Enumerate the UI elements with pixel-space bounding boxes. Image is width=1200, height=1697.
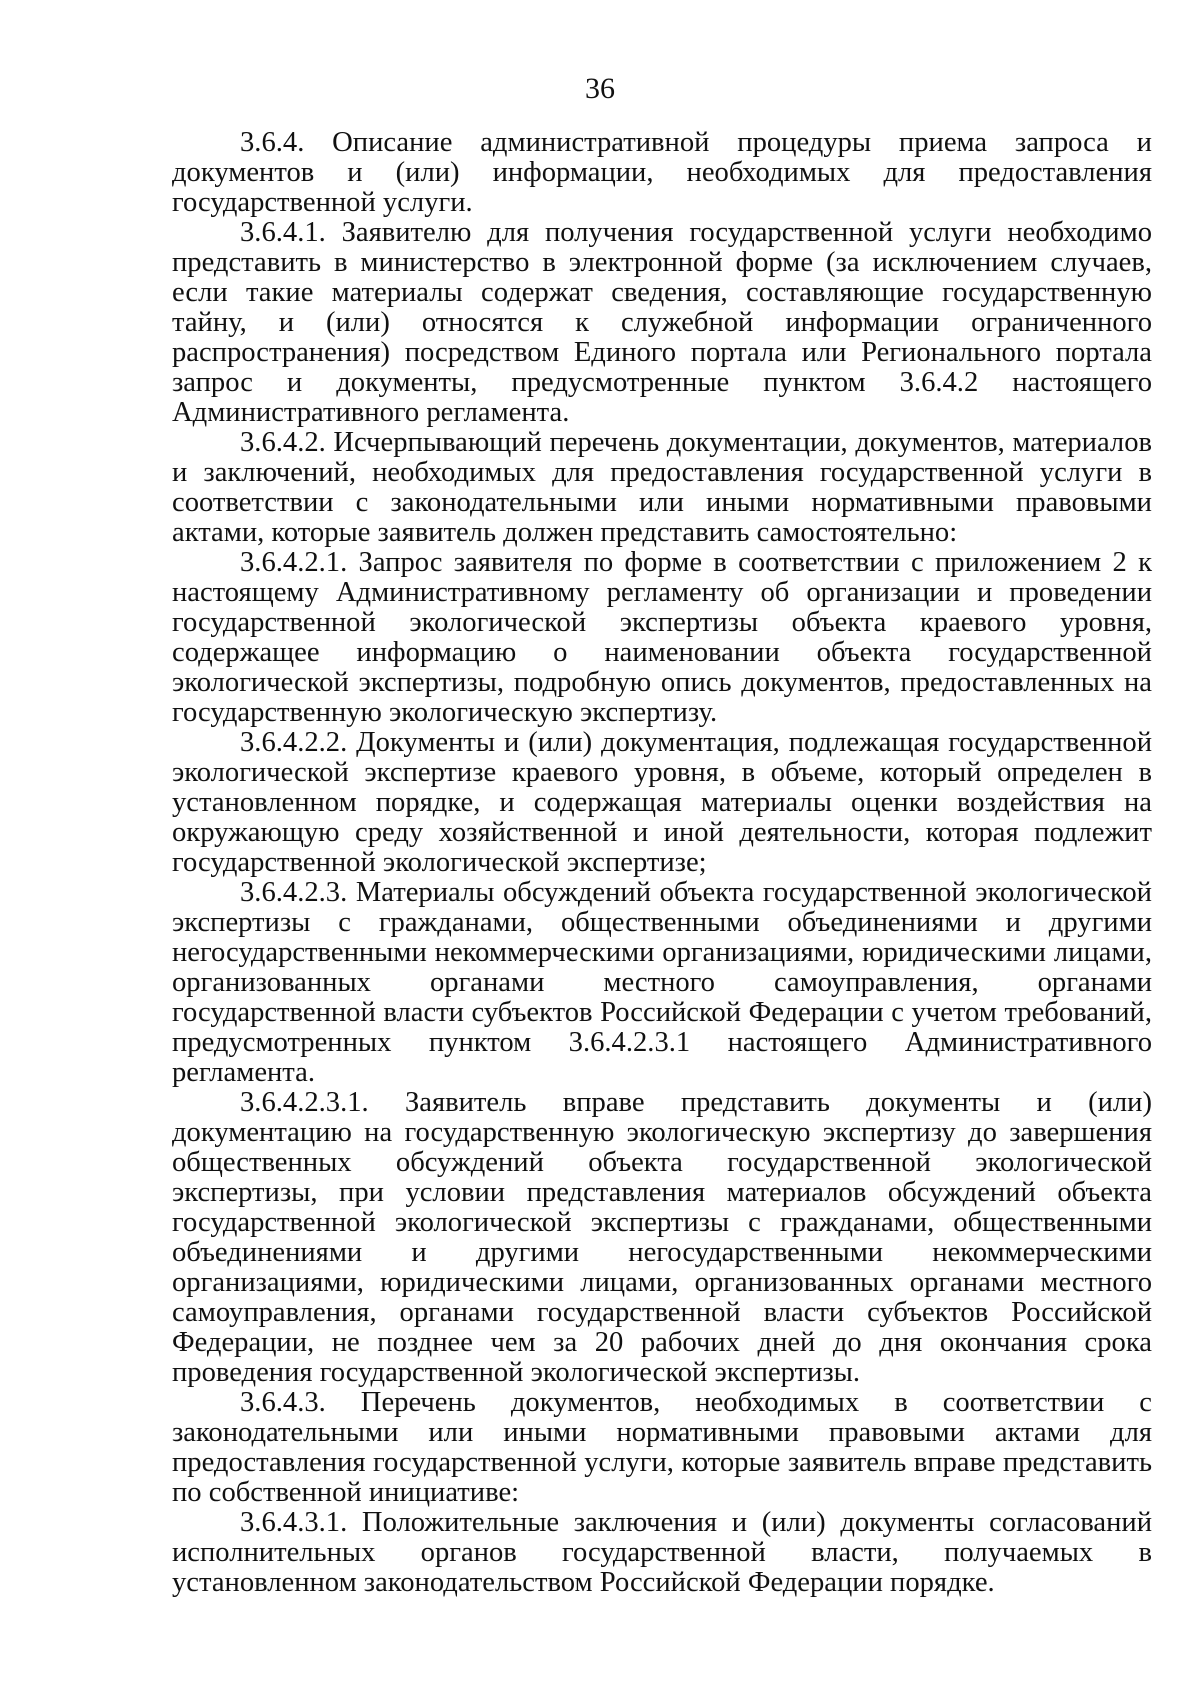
page-number: 36 bbox=[585, 72, 615, 105]
paragraph-3-6-4-2: 3.6.4.2. Исчерпывающий перечень документации, документов, материалов и заключений, необходимых для предоставления государственной услуги в соответствии с законодательными или иными нормативными правовыми актами, которые заявитель должен представить самостоятельно: bbox=[172, 427, 1152, 548]
document-body bbox=[172, 128, 1152, 1598]
paragraph-3-6-4-3-1: 3.6.4.3.1. Положительные заключения и (или) документы согласований исполнительных органов государственной власти, получаемых в установленном законодательством Российской Федерации порядке. bbox=[172, 1507, 1152, 1598]
paragraph-3-6-4-2-1: 3.6.4.2.1. Запрос заявителя по форме в соответствии с приложением 2 к настоящему Административному регламенту об организации и проведении государственной экологической экспертизы объекта краевого уровня, содержащее информацию о наименовании объекта государственной экологической экспертизы, подробную опись документов, предоставленных на государственную экологическую экспертизу. bbox=[172, 547, 1152, 728]
paragraph-3-6-4: 3.6.4. Описание административной процедуры приема запроса и документов и (или) информации, необходимых для предоставления государственной услуги. bbox=[172, 127, 1152, 218]
paragraph-3-6-4-2-3-1: 3.6.4.2.3.1. Заявитель вправе представить документы и (или) документацию на государственную экологическую экспертизу до завершения общественных обсуждений объекта государственной экологической экспертизы, при условии представления материалов обсуждений объекта государственной экологической экспертизы с гражданами, общественными объединениями и другими негосударственными некоммерческими организациями, юридическими лицами, организованных органами местного самоуправления, органами государственной власти субъектов Российской Федерации, не позднее чем за 20 рабочих дней до дня окончания срока проведения государственной экологической экспертизы. bbox=[172, 1087, 1152, 1388]
paragraph-3-6-4-1: 3.6.4.1. Заявителю для получения государственной услуги необходимо представить в министерство в электронной форме (за исключением случаев, если такие материалы содержат сведения, составляющие государственную тайну, и (или) относятся к служебной информации ограниченного распространения) посредством Единого портала или Регионального портала запрос и документы, предусмотренные пунктом 3.6.4.2 настоящего Административного регламента. bbox=[172, 217, 1152, 428]
paragraph-3-6-4-2-3: 3.6.4.2.3. Материалы обсуждений объекта государственной экологической экспертизы с гражданами, общественными объединениями и другими негосударственными некоммерческими организациями, юридическими лицами, организованных органами местного самоуправления, органами государственной власти субъектов Российской Федерации с учетом требований, предусмотренных пунктом 3.6.4.2.3.1 настоящего Административного регламента. bbox=[172, 877, 1152, 1088]
paragraph-3-6-4-2-2: 3.6.4.2.2. Документы и (или) документация, подлежащая государственной экологической экспертизе краевого уровня, в объеме, который определен в установленном порядке, и содержащая материалы оценки воздействия на окружающую среду хозяйственной и иной деятельности, которая подлежит государственной экологической экспертизе; bbox=[172, 727, 1152, 878]
paragraph-3-6-4-3: 3.6.4.3. Перечень документов, необходимых в соответствии с законодательными или иными нормативными правовыми актами для предоставления государственной услуги, которые заявитель вправе представить по собственной инициативе: bbox=[172, 1387, 1152, 1508]
